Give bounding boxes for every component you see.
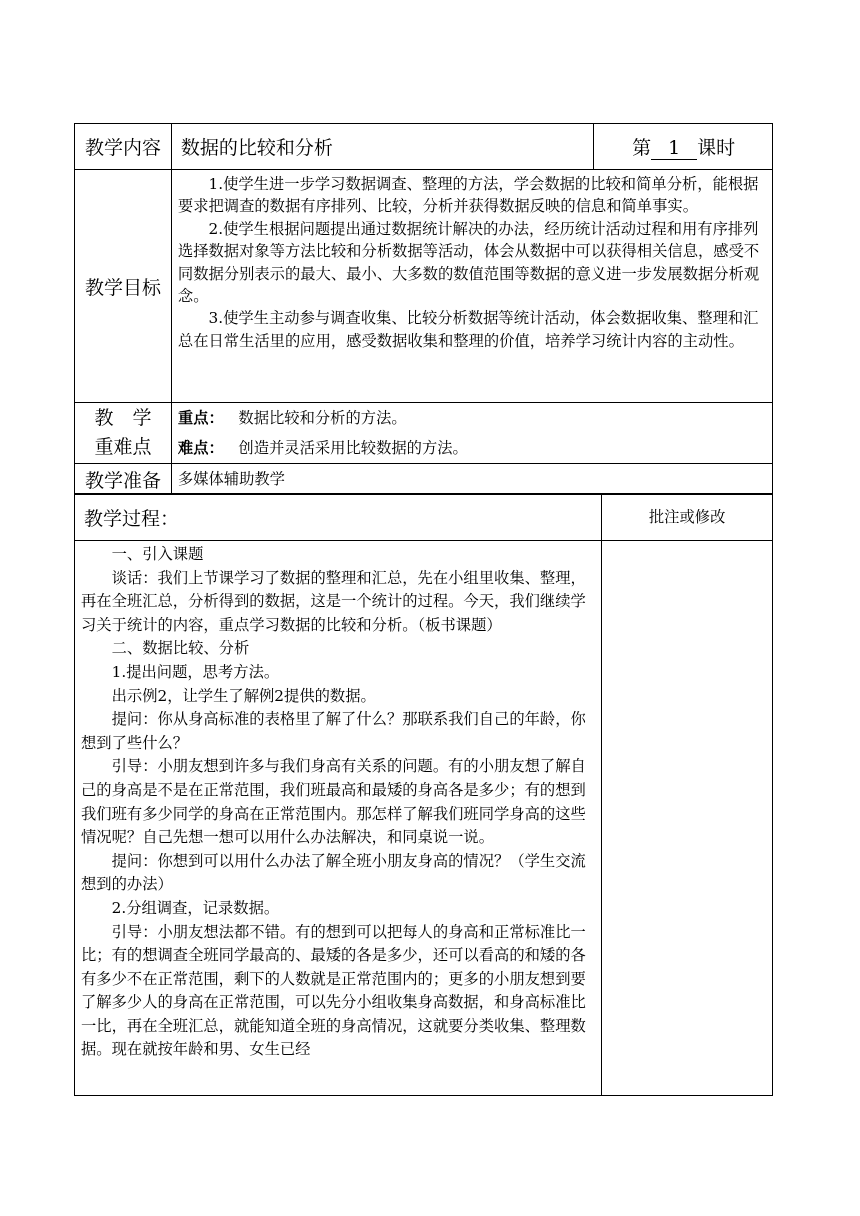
process-paragraph: 出示例2，让学生了解例2提供的数据。	[111, 686, 376, 705]
lesson-suffix: 课时	[697, 137, 736, 159]
lesson-info-table	[74, 123, 773, 495]
process-paragraph: 一、引入课题	[111, 545, 204, 563]
difficulty-label: 难点：	[177, 439, 224, 457]
focus-label: 重点：	[177, 409, 224, 427]
process-paragraph: 提问：你从身高标准的表格里了解了什么？那联系我们自己的年龄，你想到了些什么？	[81, 710, 586, 752]
process-paragraph: 2.分组调查，记录数据。	[111, 898, 280, 917]
preparation-value: 多媒体辅助教学	[171, 464, 772, 495]
process-paragraph: 引导：小朋友想法都不错。有的想到可以把每人的身高和正常标准比一比；有的想调查全班同学最高的、最矮的各是多少，还可以看高的和矮的各有多少不在正常范围，剩下的人数就是正常范围内的；更多的小朋友想到要了解多少人的身高在正常范围，可以先分小组收集身高数据，和身高标准比一比，再在全班汇总，就能知道全班的身高情况，这就要分类收集、整理数据。现在就按年龄和男、女生已经	[81, 922, 586, 1059]
process-content	[75, 541, 602, 1096]
process-paragraph: 1.提出问题，思考方法。	[111, 662, 280, 681]
lesson-prefix: 第	[632, 137, 652, 159]
lesson-number: 1	[651, 137, 697, 160]
process-paragraph: 引导：小朋友想到许多与我们身高有关系的问题。有的小朋友想了解自己的身高是不是在正常范围，我们班最高和最矮的身高各是多少；有的想到我们班有多少同学的身高在正常范围内。那怎样了解我们班同学身高的这些情况呢？自己先想一想可以用什么办法解决，和同桌说一说。	[81, 757, 586, 847]
notes-column	[602, 541, 773, 1096]
content-value: 数据的比较和分析	[171, 124, 593, 170]
notes-label: 批注或修改	[602, 494, 773, 541]
objective-item: 1.使学生进一步学习数据调查、整理的方法，学会数据的比较和简单分析，能根据要求把调查的数据有序排列、比较，分析并获得数据反映的信息和简单事实。	[177, 175, 759, 216]
objectives-content	[171, 170, 772, 403]
lesson-period	[594, 124, 773, 170]
objectives-label: 教学目标	[75, 170, 172, 403]
key-points-content	[171, 403, 772, 464]
key-points-label: 教 学 重难点	[75, 403, 172, 464]
content-label: 教学内容	[75, 124, 172, 170]
process-paragraph: 谈话：我们上节课学习了数据的整理和汇总，先在小组里收集、整理，再在全班汇总，分析得到的数据，这是一个统计的过程。今天，我们继续学习关于统计的内容，重点学习数据的比较和分析。（板书课题）	[81, 568, 586, 634]
focus-text: 数据比较和分析的方法。	[238, 409, 407, 427]
process-table	[74, 493, 773, 1096]
process-paragraph: 提问：你想到可以用什么办法了解全班小朋友身高的情况？（学生交流想到的办法）	[81, 851, 586, 894]
process-label: 教学过程：	[75, 494, 602, 541]
process-paragraph: 二、数据比较、分析	[111, 639, 250, 658]
objective-item: 3.使学生主动参与调查收集、比较分析数据等统计活动，体会数据收集、整理和汇总在日常生活里的应用，感受数据收集和整理的价值，培养学习统计内容的主动性。	[177, 309, 759, 350]
objective-item: 2.使学生根据问题提出通过数据统计解决的办法，经历统计活动过程和用有序排列选择数据对象等方法比较和分析数据等活动，体会从数据中可以获得相关信息，感受不同数据分别表示的最大、最小、大多数的数值范围等数据的意义进一步发展数据分析观念。	[177, 219, 760, 306]
difficulty-text: 创造并灵活采用比较数据的方法。	[238, 439, 468, 457]
preparation-label: 教学准备	[75, 464, 172, 495]
